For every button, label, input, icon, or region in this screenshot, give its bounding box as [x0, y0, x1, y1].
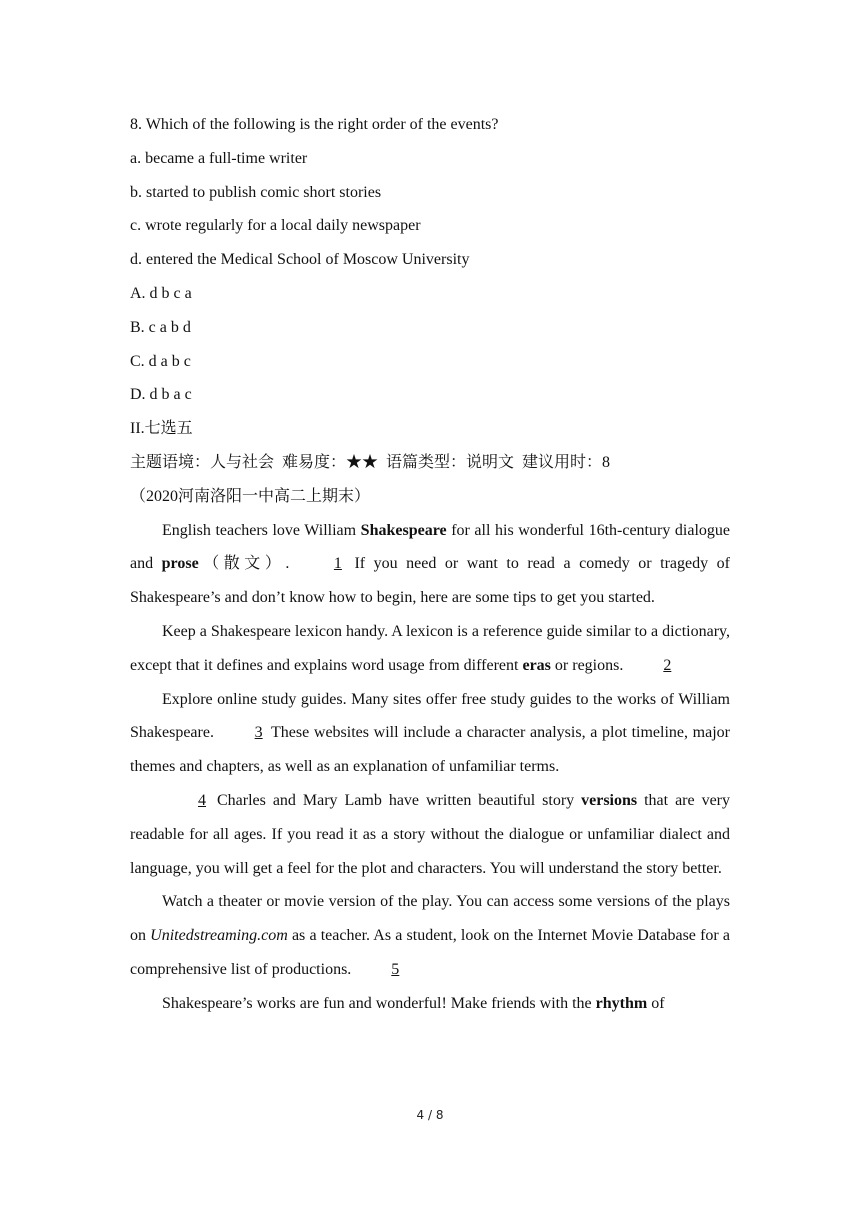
section-meta — [130, 446, 730, 480]
blank-4: 4 — [198, 791, 206, 809]
option-c: C. d a b c — [130, 352, 191, 370]
keyword-eras: eras — [522, 656, 551, 674]
event-item-a: a. became a full-time writer — [130, 149, 308, 167]
blank-3: 3 — [254, 724, 263, 742]
option-a: A. d b c a — [130, 284, 192, 302]
blank-5: 5 — [391, 960, 400, 978]
passage-paragraph-1: English teachers love William Shakespeare for all his wonderful 16th-century dialogue and prose（散文）. 1 If you need or want to read a comedy or tragedy of Shakespeare’s and don’t know how to begin, here are some tips to get you started. — [130, 521, 731, 607]
meta-theme: 主题语境：人与社会 — [130, 453, 275, 471]
keyword-rhythm: rhythm — [595, 994, 648, 1012]
keyword-versions: versions — [581, 791, 638, 809]
keyword-prose: prose — [161, 555, 199, 573]
passage-paragraph-3: Explore online study guides. Many sites offer free study guides to the works of William Shakespeare. 3 These websites will include a character analysis, a plot timeline, major themes and chapters, as well as an explanation of unfamiliar terms. — [130, 690, 731, 776]
passage-paragraph-5: Watch a theater or movie version of the play. You can access some versions of the plays on Unitedstreaming.com as a teacher. As a student, look on the Internet Movie Database for a comprehensive list of productions. 5 — [130, 885, 730, 986]
passage-paragraph-4: 4 Charles and Mary Lamb have written beautiful story versions that are very readable for all ages. If you read it as a story without the dialogue or unfamiliar dialect and language, you will get a feel for the plot and characters. You will understand the story better. — [130, 784, 730, 885]
passage-paragraph-6: Shakespeare’s works are fun and wonderful! Make friends with the rhythm of — [162, 994, 665, 1012]
option-b: B. c a b d — [130, 318, 191, 336]
website-name: Unitedstreaming.com — [150, 927, 288, 945]
question-stem: 8. Which of the following is the right order of the events? — [130, 116, 499, 133]
page-number: 4 / 8 — [416, 1108, 444, 1122]
blank-1: 1 — [333, 555, 342, 573]
meta-type: 语篇类型：说明文 — [386, 453, 515, 471]
event-item-d: d. entered the Medical School of Moscow University — [130, 251, 470, 269]
blank-2: 2 — [663, 656, 672, 674]
section-source: （2020河南洛阳一中高二上期末） — [130, 487, 371, 505]
event-item-c: c. wrote regularly for a local daily newspaper — [130, 217, 421, 235]
page-content — [130, 108, 730, 1021]
meta-difficulty: 难易度：★★ — [282, 453, 379, 471]
event-item-b: b. started to publish comic short stories — [130, 183, 382, 201]
option-d: D. d b a c — [130, 386, 192, 404]
meta-time: 建议用时：8 — [522, 453, 611, 471]
keyword-shakespeare: Shakespeare — [360, 521, 447, 539]
passage-paragraph-2: Keep a Shakespeare lexicon handy. A lexicon is a reference guide similar to a dictionary, except that it defines and explains word usage from different eras or regions. 2 — [130, 615, 730, 683]
section-title: II.七选五 — [130, 420, 193, 438]
